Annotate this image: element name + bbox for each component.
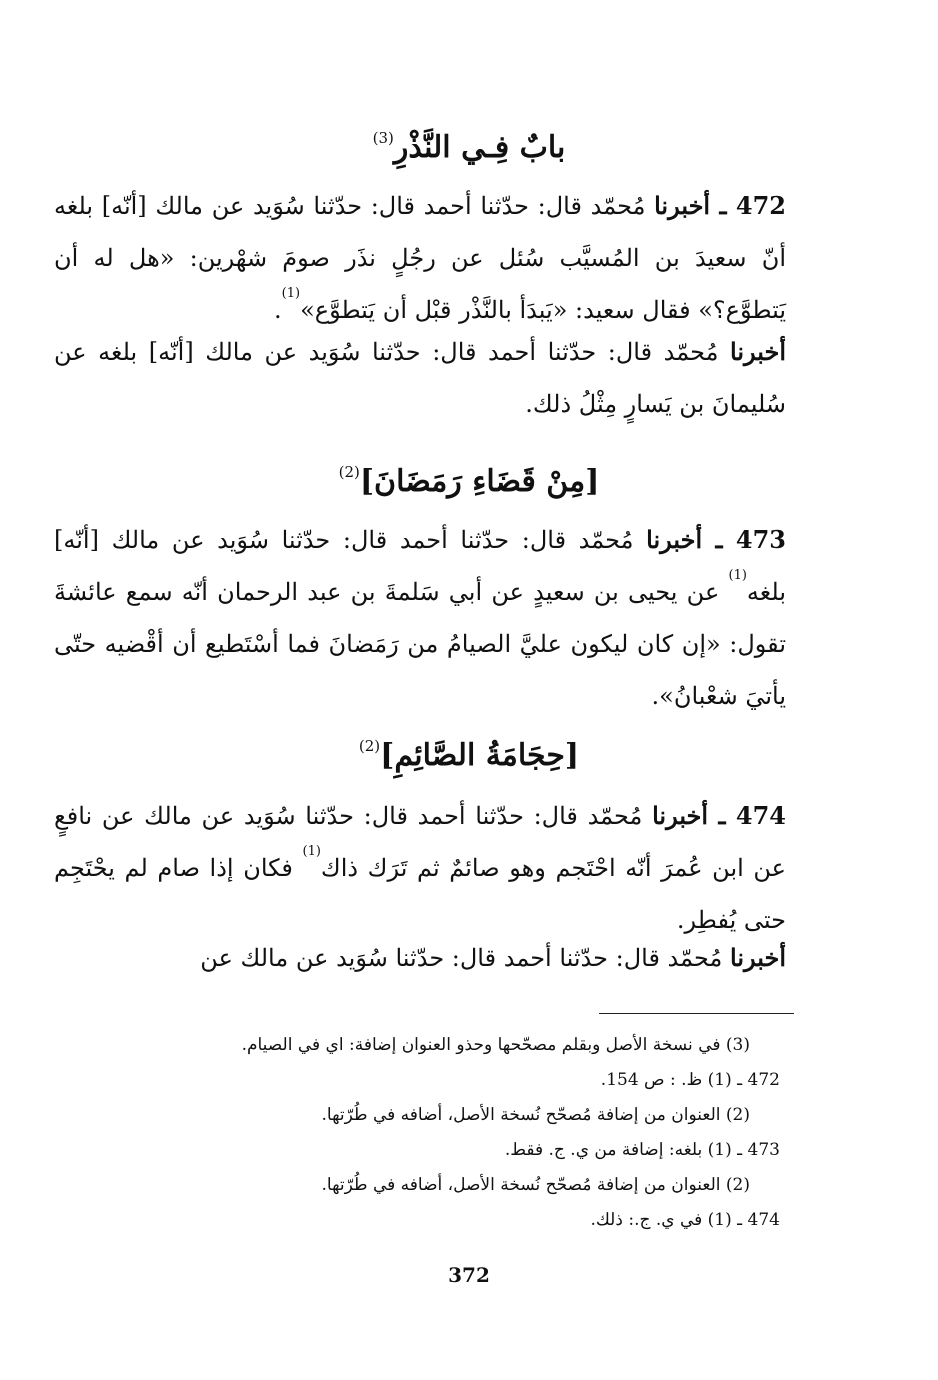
narration-start: أخبرنا: [730, 337, 786, 366]
footnote-item: (3) في نسخة الأصل وبقلم مصحّحها وحذو العنوان إضافة: اي في الصيام.: [241, 1035, 750, 1055]
footnote-item: (2) العنوان من إضافة مُصحّح نُسخة الأصل، أضافه في طُرّتها.: [321, 1105, 750, 1125]
paragraph-text: فكان إذا صام لم يحْتَجِم حتى يُفطِر.: [54, 854, 786, 934]
footnote-item: 472 ـ (1) ظ. : ص 154.: [600, 1070, 780, 1090]
footnote-item: 474 ـ (1) في ي. ج.: ذلك.: [590, 1210, 780, 1230]
section-heading-vow: [0, 128, 938, 168]
footnote-ref: (2): [358, 737, 381, 755]
paragraph-text: مُحمّد قال: حدّثنا أحمد قال: حدّثنا سُوَيد عن مالك عن: [200, 944, 731, 972]
hadith-number: 473 ـ أخبرنا: [646, 525, 786, 554]
paragraph-474b: [54, 932, 786, 984]
heading-text: بابٌ فِـي النَّذْرِ: [393, 130, 566, 165]
footnote-ref: (1): [728, 568, 747, 583]
paragraph-text: مُحمّد قال: حدّثنا أحمد قال: حدّثنا سُوَيد عن مالك [أنّه] بلغه أنّ سعيدَ بن المُسيَّب سُئل عن رجُلٍ نذَر صومَ شهْرين: «هل له أن يَتطوَّع؟» فقال سعيد: «يَبدَأ بالنَّذْر قبْل أن يَتطوَّع»: [54, 192, 786, 324]
paragraph-473: [54, 514, 786, 722]
footnote-ref: (2): [338, 463, 360, 481]
paragraph-474: [54, 790, 786, 946]
narration-start: أخبرنا: [730, 943, 786, 972]
paragraph-472b: [54, 326, 786, 430]
footnote-item: 473 ـ (1) بلغه: إضافة من ي. ج. فقط.: [504, 1140, 780, 1160]
heading-text: [حِجَامَةُ الصَّائِمِ]: [380, 738, 580, 773]
punctuation: .: [273, 296, 282, 324]
paragraph-text: مُحمّد قال: حدّثنا أحمد قال: حدّثنا سُوَيد عن مالك عن نافعٍ عن ابن عُمرَ أنّه احْتَجم وهو صائمٌ ثم تَرَك ذاك: [54, 802, 787, 882]
paragraph-text: مُحمّد قال: حدّثنا أحمد قال: حدّثنا سُوَيد عن مالك [أنّه] بلغه عن سُليمانَ بن يَسارٍ مِثْلُ ذلك.: [54, 338, 786, 418]
heading-text: [مِنْ قَضَاءِ رَمَضَانَ]: [359, 464, 600, 499]
footnote-item: (2) العنوان من إضافة مُصحّح نُسخة الأصل، أضافه في طُرّتها.: [321, 1175, 750, 1195]
paragraph-text: عن يحيى بن سعيدٍ عن أبي سَلمةَ بن عبد الرحمان أنّه سمع عائشةَ تقول: «إن كان ليكون عليَّ الصيامُ من رَمَضانَ فما أسْتَطيع أن أقْضيه حتّى يأتيَ شعْبانُ».: [54, 578, 786, 710]
footnote-separator: [599, 1013, 794, 1014]
paragraph-472: [54, 180, 786, 336]
footnote-ref: (3): [372, 129, 394, 147]
page-number: 372: [448, 1263, 490, 1287]
footnote-ref: (1): [281, 286, 301, 301]
paragraph-text: مُحمّد قال: حدّثنا أحمد قال: حدّثنا سُوَيد عن مالك [أنّه] بلغه: [54, 526, 786, 606]
footnotes: [140, 1028, 780, 1238]
section-heading-cupping: [0, 736, 938, 776]
section-heading-ramadan: [0, 462, 938, 502]
hadith-number: 474 ـ أخبرنا: [652, 801, 786, 830]
hadith-number: 472 ـ أخبرنا: [654, 191, 786, 220]
footnote-ref: (1): [302, 844, 321, 859]
